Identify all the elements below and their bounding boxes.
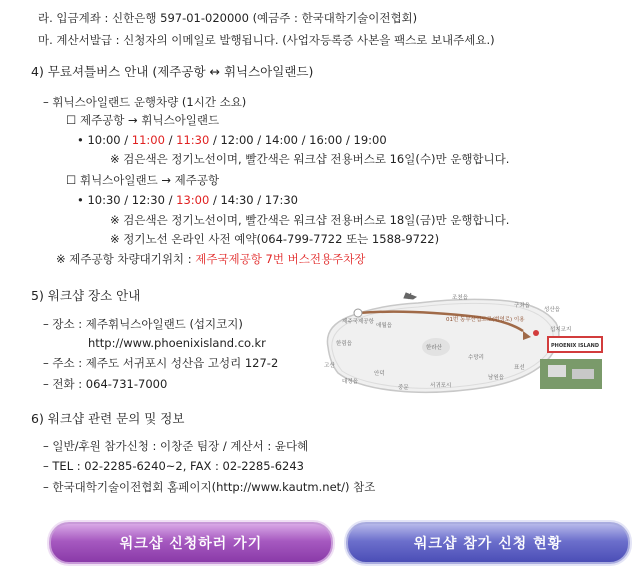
resort-photo-building-2 [572, 369, 594, 379]
map-place-5: 한라산 [426, 345, 442, 351]
map-place-9: 대정읍 [342, 379, 358, 385]
waiting-label: ※ 제주공항 차량대기위치 : [56, 252, 196, 266]
shuttle-subheading: – 휘닉스아일랜드 운행차량 (1시간 소요) [43, 95, 247, 109]
route1-times [87, 133, 386, 147]
venue-phone: – 전화 : 064-731-7000 [43, 377, 168, 391]
map-place-7: 표선 [514, 365, 525, 371]
map-place-2: 한림읍 [336, 341, 352, 347]
map-place-8: 남원읍 [488, 375, 504, 381]
contact-heading: 6) 워크샵 관련 문의 및 정보 [31, 411, 185, 426]
map-label-route: 01번 동부산업도로(번영로) 이용 [446, 317, 525, 323]
map-place-0: 조천읍 [452, 295, 468, 301]
map-place-11: 서귀포시 [430, 383, 452, 389]
time-separator: / [120, 193, 132, 207]
airplane-icon [404, 293, 416, 299]
map-place-13: 고산 [324, 363, 335, 369]
departure-time: 16:00 [309, 133, 343, 147]
route2-title: ☐ 휘닉스아일랜드 → 제주공항 [66, 173, 220, 187]
map-place-12: 중문 [398, 385, 409, 391]
venue-url[interactable]: http://www.phoenixisland.co.kr [88, 336, 266, 350]
route2-note2: ※ 정기노선 온라인 사전 예약(064-799-7722 또는 1588-9722) [110, 232, 440, 246]
route2-schedule [77, 192, 298, 208]
route2-times [87, 193, 298, 207]
map-label-airport: 제주국제공항 [342, 319, 374, 325]
destination-marker [533, 330, 539, 336]
venue-heading: 5) 워크샵 장소 안내 [31, 288, 141, 303]
venue-address: – 주소 : 제주도 서귀포시 성산읍 고성리 127-2 [43, 356, 279, 370]
apply-workshop-button[interactable]: 워크샵 신청하러 가기 [49, 522, 333, 564]
departure-time: 14:00 [264, 133, 298, 147]
contact-homepage: – 한국대학기술이전협회 홈페이지(http://www.kautm.net/) 참조 [43, 480, 376, 494]
departure-time: 11:30 [176, 133, 210, 147]
registration-status-button[interactable]: 워크샵 참가 신청 현황 [346, 522, 630, 564]
route1-title: ☐ 제주공항 → 휘닉스아일랜드 [66, 113, 220, 127]
map-resort-sign: PHOENIX ISLAND [551, 343, 600, 349]
map-place-4: 성산읍 [544, 307, 560, 313]
departure-time: 10:30 [87, 193, 121, 207]
time-separator: / [253, 193, 265, 207]
departure-time: 12:00 [220, 133, 254, 147]
bullet-icon: • [77, 193, 88, 207]
map-place-6: 수망리 [468, 355, 484, 361]
route2-note: ※ 검은색은 정기노선이며, 빨간색은 워크샵 전용버스로 18일(금)만 운행합니다. [110, 213, 510, 227]
time-separator: / [209, 193, 221, 207]
time-separator: / [164, 133, 177, 147]
time-separator: / [297, 133, 310, 147]
payment-account: 라. 입금계좌 : 신한은행 597-01-020000 (예금주 : 한국대학기술이전협회) [38, 11, 418, 25]
payment-invoice: 마. 계산서발급 : 신청자의 이메일로 발행됩니다. (사업자등록증 사본을 팩스로 보내주세요.) [38, 33, 495, 47]
contact-tel: – TEL : 02-2285-6240~2, FAX : 02-2285-6243 [43, 459, 304, 473]
time-separator: / [209, 133, 221, 147]
time-separator: / [164, 193, 177, 207]
departure-time: 10:00 [87, 133, 121, 147]
resort-photo-building [548, 365, 566, 377]
map-label-destination: 섭지코지 [550, 327, 572, 333]
airport-marker [354, 309, 362, 317]
departure-time: 11:00 [131, 133, 165, 147]
departure-time: 14:30 [220, 193, 254, 207]
route1-note: ※ 검은색은 정기노선이며, 빨간색은 워크샵 전용버스로 16일(수)만 운행합니다. [110, 152, 510, 166]
departure-time: 17:30 [264, 193, 298, 207]
map-place-1: 구좌읍 [514, 303, 530, 309]
venue-place: – 장소 : 제주휘닉스아일랜드 (섭지코지) [43, 317, 243, 331]
shuttle-heading: 4) 무료셔틀버스 안내 (제주공항 ↔ 휘닉스아일랜드) [31, 64, 314, 79]
route1-schedule [77, 132, 387, 148]
waiting-location-line [56, 251, 365, 267]
departure-time: 19:00 [353, 133, 387, 147]
map-place-3: 애월읍 [376, 323, 392, 329]
jeju-map-svg [318, 287, 614, 401]
time-separator: / [253, 133, 265, 147]
time-separator: / [120, 133, 132, 147]
departure-time: 12:30 [131, 193, 165, 207]
contact-registration: – 일반/후원 참가신청 : 이창준 팀장 / 계산서 : 윤다혜 [43, 439, 309, 453]
time-separator: / [342, 133, 354, 147]
bullet-icon: • [77, 133, 88, 147]
departure-time: 13:00 [176, 193, 210, 207]
jeju-map [318, 287, 614, 401]
waiting-location: 제주국제공항 7번 버스전용주차장 [195, 252, 366, 266]
map-place-10: 안덕 [374, 371, 385, 377]
